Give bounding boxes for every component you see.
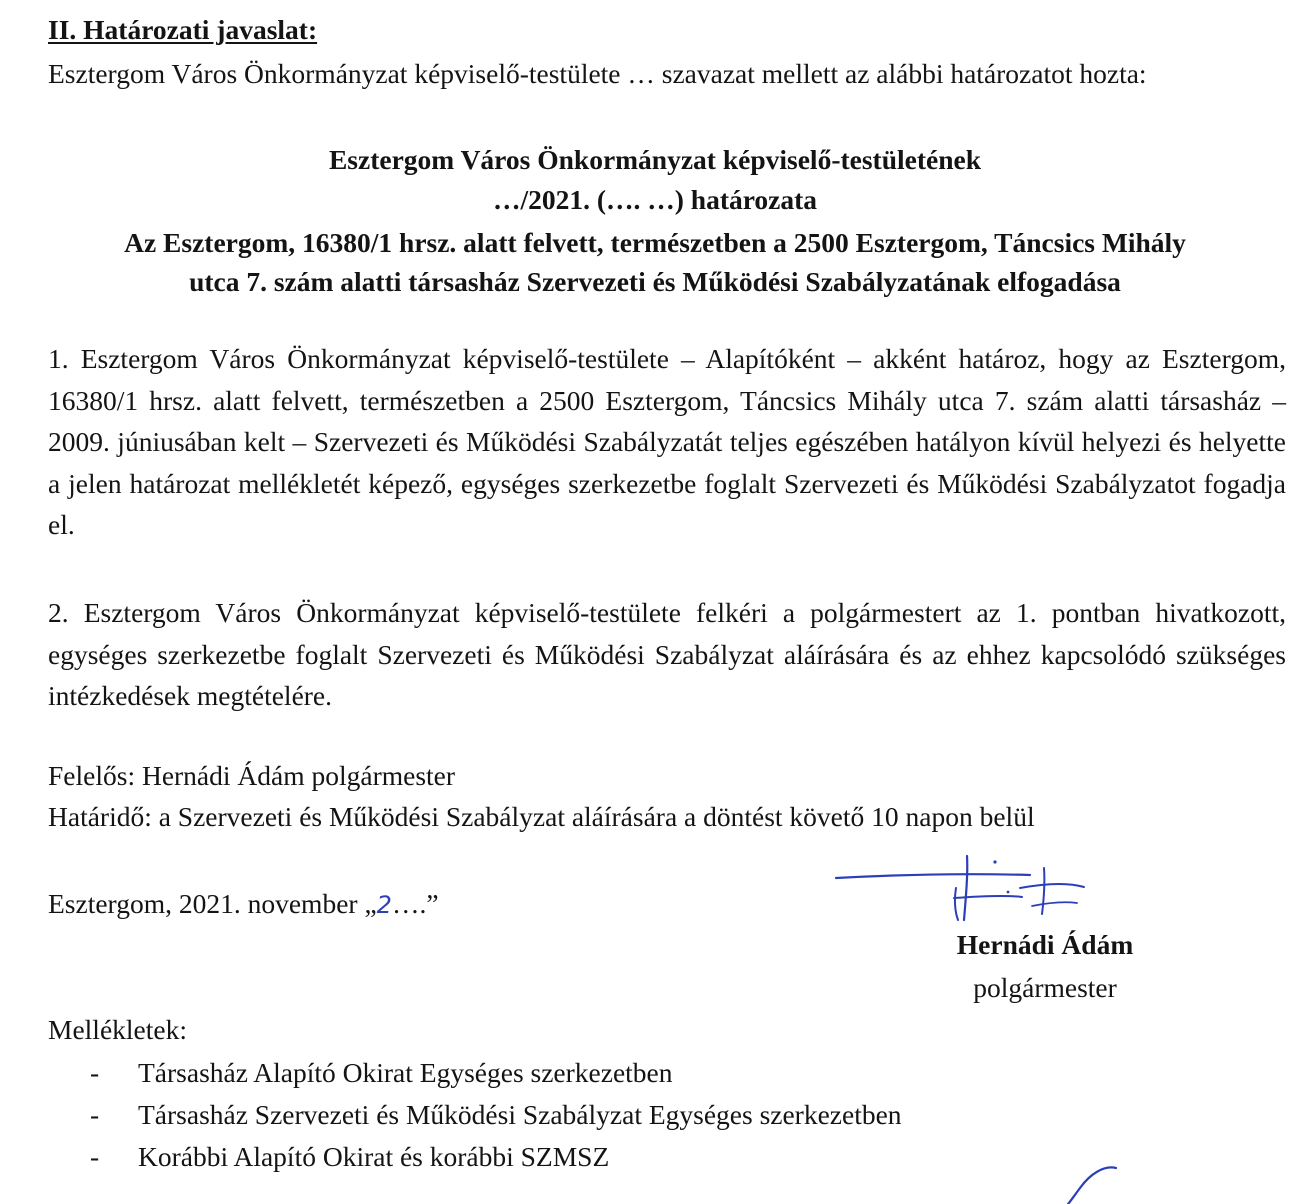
annex-item xyxy=(90,1095,902,1135)
resolution-title-line-3: Az Esztergom, 16380/1 hrsz. alatt felvett, természetben a 2500 Esztergom, Táncsics Mihály xyxy=(124,227,1186,258)
annex-bullet: - xyxy=(90,1099,100,1130)
intro-paragraph: Esztergom Város Önkormányzat képviselő-testülete … szavazat mellett az alábbi határozatot hozta: xyxy=(48,58,1147,89)
date-prefix: Esztergom, 2021. november „ xyxy=(48,888,377,919)
annex-item xyxy=(90,1053,673,1093)
annex-bullet: - xyxy=(90,1141,100,1172)
annex-bullet: - xyxy=(90,1057,100,1088)
resolution-point-1: 1. Esztergom Város Önkormányzat képviselő-testülete – Alapítóként – akként határoz, hogy az Esztergom, 16380/1 hrsz. alatt felvett, természetben a 2500 Esztergom, Táncsics Mihály utca 7. szám alatti társasház – 2009. júniusában kelt – Szervezeti és Működési Szabályzatát teljes egészében hatályon kívül helyezi és helyette a jelen határozat mellékletét képező, egységes szerkezetbe foglalt Szervezeti és Működési Szabályzatot fogadja el. xyxy=(48,343,1286,540)
signer-name: Hernádi Ádám xyxy=(956,929,1134,960)
handwritten-signature xyxy=(832,848,1102,928)
section-title: II. Határozati javaslat: xyxy=(48,14,318,45)
resolution-point-2: 2. Esztergom Város Önkormányzat képviselő-testülete felkéri a polgármestert az 1. pontban hivatkozott, egységes szerkezetbe foglalt Szervezeti és Működési Szabályzat aláírására és az ehhez kapcsolódó szükséges intézkedések megtételére. xyxy=(48,597,1286,711)
initial-mark xyxy=(1060,1162,1130,1204)
signer-title: polgármester xyxy=(973,972,1117,1003)
deadline-line: Határidő: a Szervezeti és Működési Szabályzat aláírására a döntést követő 10 napon belül xyxy=(48,801,1035,832)
date-line xyxy=(48,884,439,925)
annex-item xyxy=(90,1137,609,1177)
annex-label: Mellékletek: xyxy=(48,1014,187,1045)
handwritten-day: 2 xyxy=(376,891,392,919)
resolution-title-line-2: …/2021. (…. …) határozata xyxy=(492,184,818,215)
annex-item-text: Társasház Szervezeti és Működési Szabályzat Egységes szerkezetben xyxy=(138,1099,902,1130)
date-suffix: ….” xyxy=(391,888,439,919)
resolution-title-line-1: Esztergom Város Önkormányzat képviselő-testületének xyxy=(328,144,982,175)
responsible-line: Felelős: Hernádi Ádám polgármester xyxy=(48,760,456,791)
resolution-title-line-4: utca 7. szám alatti társasház Szervezeti és Működési Szabályzatának elfogadása xyxy=(189,266,1121,297)
annex-item-text: Társasház Alapító Okirat Egységes szerkezetben xyxy=(138,1057,673,1088)
annex-item-text: Korábbi Alapító Okirat és korábbi SZMSZ xyxy=(138,1141,610,1172)
